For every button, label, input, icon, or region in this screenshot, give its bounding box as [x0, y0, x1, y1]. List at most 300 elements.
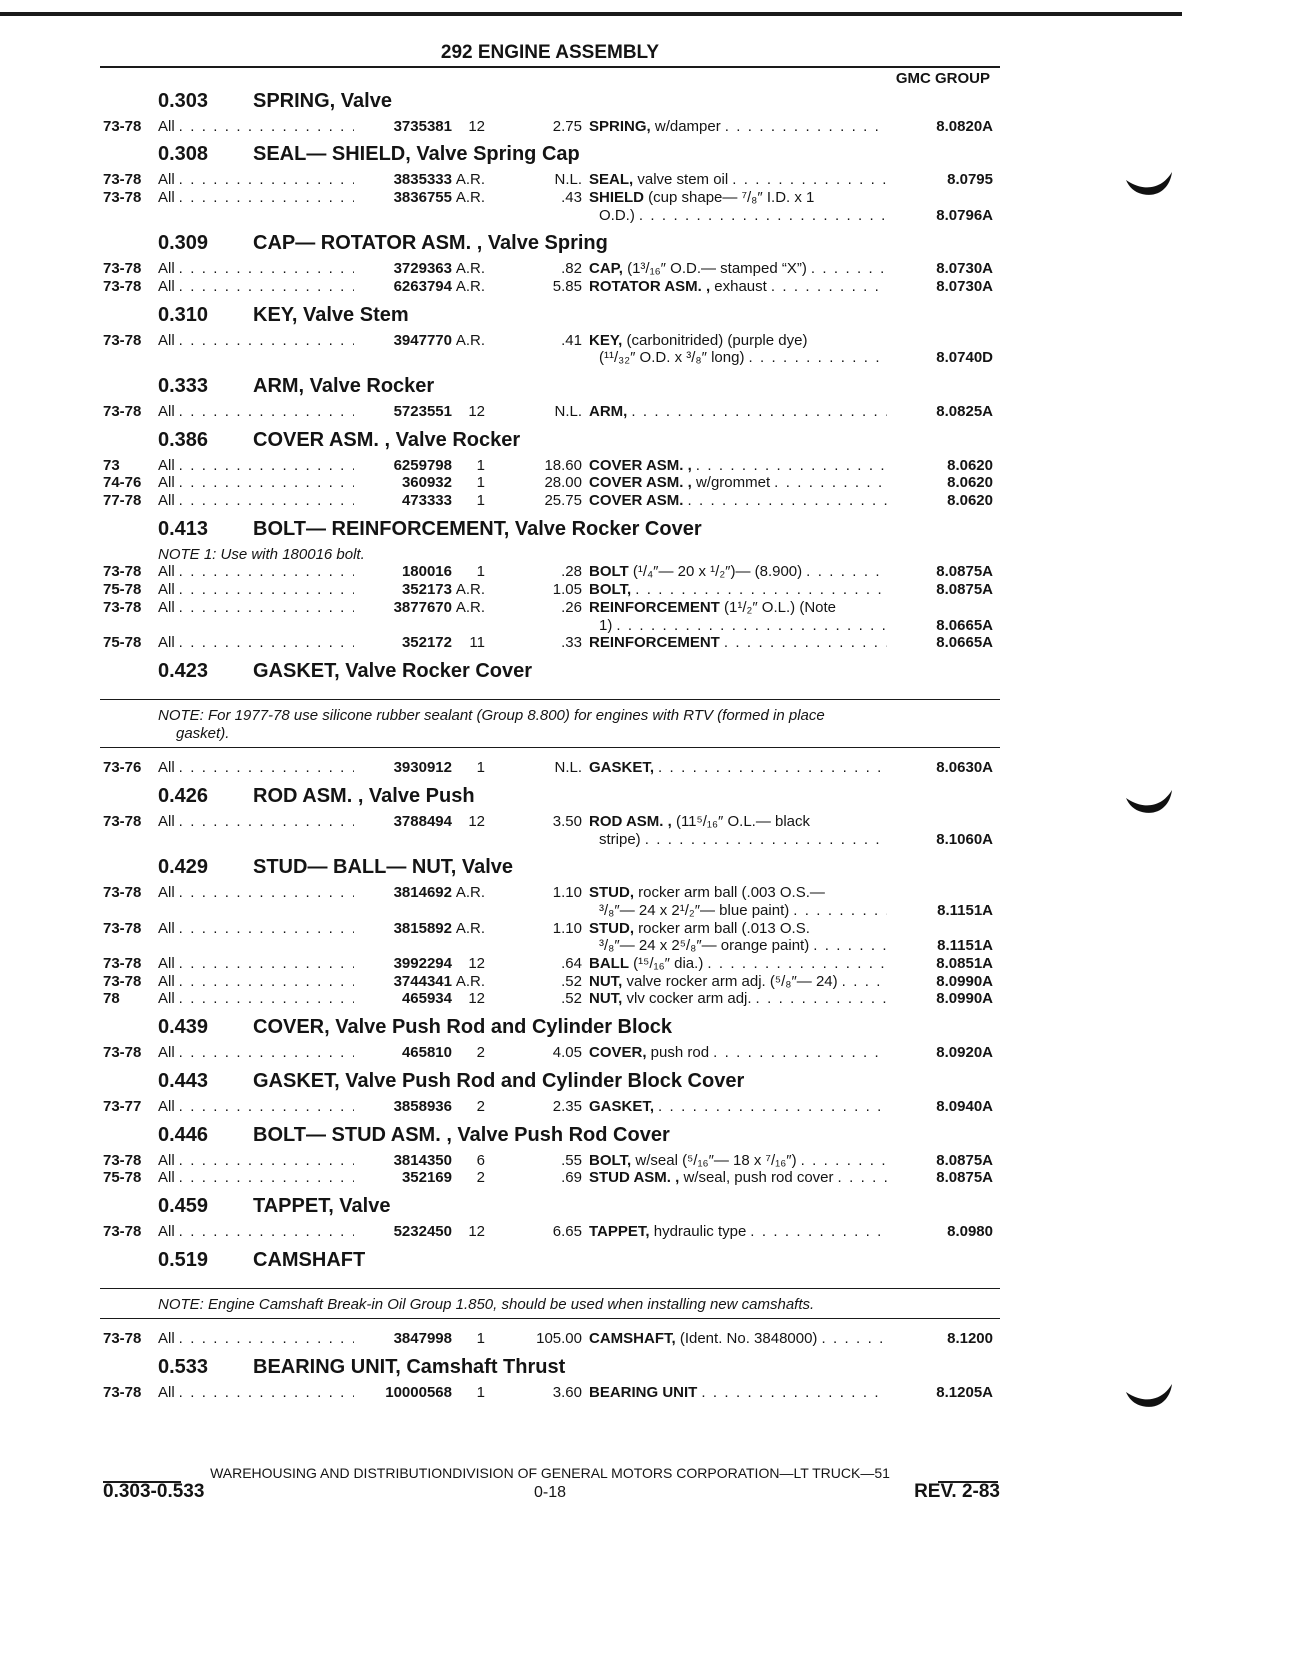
model-name: All: [158, 1222, 175, 1240]
price: N.L.: [554, 759, 582, 777]
section-title: BOLT— REINFORCEMENT, Valve Rocker Cover: [253, 517, 702, 540]
section-title: BEARING UNIT, Camshaft Thrust: [253, 1355, 566, 1378]
section-number: 0.429: [158, 856, 209, 879]
price: 1.10: [552, 919, 582, 937]
dot-leader: [175, 171, 354, 189]
dot-leader: [175, 1152, 354, 1170]
part-row-continuation: [100, 937, 1000, 955]
dot-leader: [746, 1223, 887, 1241]
model-year: 73: [103, 456, 120, 474]
dot-leader: [175, 581, 354, 599]
model-name: All: [158, 474, 175, 492]
empty-cell: [103, 349, 158, 367]
footer-range: 0.303-0.533: [103, 1481, 205, 1502]
group-number: 8.0665A: [936, 634, 993, 652]
empty-cell: [158, 617, 360, 635]
part-number: 5723551: [393, 403, 452, 420]
empty-cell: [103, 902, 158, 920]
quantity: 12: [468, 990, 485, 1008]
section-title: CAP— ROTATOR ASM. , Valve Spring: [253, 232, 608, 255]
dot-leader: [752, 990, 887, 1008]
quantity: A.R.: [455, 331, 485, 349]
group-number: 8.0665A: [936, 616, 993, 634]
price: 3.60: [552, 1383, 582, 1401]
price: .26: [561, 598, 582, 616]
part-number: 5232450: [393, 1222, 452, 1240]
quantity: 12: [468, 1222, 485, 1240]
part-name: CAP,: [589, 260, 623, 278]
group-number: 8.0795: [947, 171, 993, 189]
quantity: A.R.: [455, 171, 485, 189]
model-year: 73-76: [103, 759, 142, 777]
part-description: (¹/₄″— 20 x ¹/₂″)— (8.900): [628, 563, 803, 581]
model-name: All: [158, 331, 175, 349]
quantity: 1: [476, 1330, 485, 1348]
part-number: 6259798: [393, 456, 452, 474]
part-name: NUT,: [589, 990, 623, 1008]
boxed-note: [100, 699, 1000, 748]
description: [582, 902, 887, 920]
part-name: SPRING,: [589, 117, 651, 135]
part-description: exhaust: [710, 277, 767, 295]
part-row: [100, 457, 1000, 475]
part-row: [100, 1384, 1000, 1402]
dot-leader: [789, 902, 887, 920]
dot-leader: [654, 759, 887, 777]
group-number: 8.0920A: [936, 1044, 993, 1062]
section-number: 0.533: [158, 1355, 209, 1378]
part-description: w/seal, push rod cover: [679, 1169, 834, 1187]
part-description: (1¹/₂″ O.L.) (Note: [719, 598, 836, 616]
section-number: 0.443: [158, 1069, 209, 1092]
part-name: SEAL,: [589, 171, 634, 189]
part-description: valve stem oil: [633, 171, 729, 189]
part-number: 3836755: [393, 188, 452, 206]
empty-cell: [452, 902, 485, 920]
section-header: [100, 82, 1000, 118]
model-name: All: [158, 1330, 175, 1348]
part-description: (¹⁵/₁₆″ dia.): [629, 955, 704, 973]
part-description-continued: ³/₈″— 24 x 2¹/₂″— blue paint): [599, 902, 790, 919]
model-year: 73-78: [103, 563, 142, 581]
section-header: [100, 1348, 1000, 1384]
dot-leader: [654, 1098, 887, 1116]
model-name: All: [158, 581, 175, 599]
model-year: 78: [103, 990, 120, 1008]
part-row: [100, 759, 1000, 777]
description: [582, 920, 887, 938]
model-name: All: [158, 955, 175, 973]
empty-cell: [103, 937, 158, 955]
note-line: NOTE: Engine Camshaft Break-in Oil Group 1.850, should be used when installing new camshafts.: [158, 1295, 815, 1313]
section-title: STUD— BALL— NUT, Valve: [253, 856, 514, 879]
section-header: [100, 1187, 1000, 1223]
model-name: All: [158, 188, 175, 206]
model: [158, 118, 360, 136]
quantity: 2: [476, 1044, 485, 1062]
section-header: [100, 1062, 1000, 1098]
section-title: COVER ASM. , Valve Rocker: [253, 428, 521, 451]
group-number: [887, 813, 993, 831]
part-description: w/grommet: [691, 474, 771, 492]
section-header: [100, 296, 1000, 332]
dot-leader: [697, 1384, 887, 1402]
model-name: All: [158, 598, 175, 616]
dot-leader: [175, 1169, 354, 1187]
empty-cell: [158, 207, 360, 225]
group-number: 8.0875A: [936, 1169, 993, 1187]
quantity: A.R.: [455, 260, 485, 278]
part-row: [100, 403, 1000, 421]
description: [582, 759, 887, 777]
part-row: [100, 1223, 1000, 1241]
section-header: [100, 1241, 1000, 1277]
part-row: [100, 563, 1000, 581]
dot-leader: [175, 278, 354, 296]
dot-leader: [175, 1098, 354, 1116]
part-description: push rod: [646, 1044, 710, 1062]
model-name: All: [158, 1097, 175, 1115]
part-number: 352169: [401, 1169, 452, 1187]
section-header: [100, 848, 1000, 884]
section-number: 0.439: [158, 1016, 209, 1039]
section-header: [100, 652, 1000, 688]
section-number: 0.308: [158, 143, 209, 166]
dot-leader: [683, 492, 887, 510]
group-number: 8.0796A: [936, 206, 993, 224]
group-number: 8.0820A: [936, 117, 993, 135]
dot-leader: [809, 937, 887, 955]
dot-leader: [703, 955, 887, 973]
section-title: SPRING, Valve: [253, 89, 392, 112]
part-name: ROD ASM. ,: [589, 812, 672, 830]
group-number: 8.0875A: [936, 581, 993, 599]
part-row: [100, 332, 1000, 350]
group-number: 8.0990A: [936, 972, 993, 990]
part-name: REINFORCEMENT: [589, 598, 720, 616]
part-row-continuation: [100, 349, 1000, 367]
group-number: 8.0940A: [936, 1097, 993, 1115]
punch-hole-mark: [1120, 160, 1180, 200]
dot-leader: [817, 1330, 887, 1348]
part-name: STUD,: [589, 919, 634, 937]
part-name: STUD,: [589, 884, 634, 902]
model-year: 73-78: [103, 812, 142, 830]
dot-leader: [692, 457, 887, 475]
dot-leader: [175, 990, 354, 1008]
model-year: 73-78: [103, 331, 142, 349]
model-name: All: [158, 759, 175, 777]
part-name: KEY,: [589, 331, 623, 349]
part-row: [100, 118, 1000, 136]
dot-leader: [175, 260, 354, 278]
part-number: 3877670: [393, 598, 452, 616]
description: [582, 831, 887, 849]
description: [582, 1098, 887, 1116]
part-description: (cup shape— ⁷/₈″ I.D. x 1: [644, 188, 815, 206]
part-row-continuation: [100, 617, 1000, 635]
part-row: [100, 813, 1000, 831]
empty-cell: [360, 902, 452, 920]
empty-cell: [485, 207, 582, 225]
quantity: 12: [468, 117, 485, 135]
part-row-continuation: [100, 831, 1000, 849]
model: [158, 1152, 360, 1170]
model-year: 73-78: [103, 1383, 142, 1401]
title-rule: [100, 66, 1000, 68]
quantity: 6: [476, 1151, 485, 1169]
description: [582, 492, 887, 510]
part-description: rocker arm ball (.003 O.S.—: [634, 884, 825, 902]
part-name: BOLT: [589, 563, 629, 581]
description: [582, 1152, 887, 1170]
dot-leader: [641, 831, 887, 849]
model-year: 75-78: [103, 634, 142, 652]
empty-cell: [452, 937, 485, 955]
part-number: 3735381: [393, 117, 452, 135]
empty-cell: [485, 831, 582, 849]
section-header: [100, 224, 1000, 260]
model-name: All: [158, 1044, 175, 1062]
model: [158, 634, 360, 652]
description: [582, 599, 887, 617]
part-name: STUD ASM. ,: [589, 1169, 680, 1187]
dot-leader: [770, 474, 887, 492]
group-number: 8.0990A: [936, 990, 993, 1008]
quantity: 1: [476, 492, 485, 510]
description: [582, 171, 887, 189]
section-number: 0.423: [158, 659, 209, 682]
description: [582, 617, 887, 635]
part-number: 180016: [401, 563, 452, 581]
part-description: (Ident. No. 3848000): [675, 1330, 818, 1348]
model: [158, 492, 360, 510]
dot-leader: [175, 1330, 354, 1348]
price: .41: [561, 331, 582, 349]
price: .52: [561, 972, 582, 990]
model: [158, 457, 360, 475]
quantity: A.R.: [455, 919, 485, 937]
description: [582, 955, 887, 973]
group-number: [887, 920, 993, 938]
dot-leader: [175, 599, 354, 617]
empty-cell: [158, 831, 360, 849]
model: [158, 332, 360, 350]
model-year: 73-78: [103, 260, 142, 278]
description: [582, 118, 887, 136]
price: 105.00: [536, 1330, 582, 1348]
part-name: COVER ASM. ,: [589, 456, 692, 474]
group-number: 8.1060A: [936, 830, 993, 848]
part-name: TAPPET,: [589, 1222, 650, 1240]
part-number: 465934: [401, 990, 452, 1008]
dot-leader: [627, 403, 887, 421]
empty-cell: [360, 831, 452, 849]
part-row: [100, 581, 1000, 599]
description: [582, 581, 887, 599]
dot-leader: [175, 884, 354, 902]
punch-hole-mark: [1120, 1372, 1180, 1412]
part-description-continued: (¹¹/₃₂″ O.D. x ³/₈″ long): [599, 349, 745, 367]
dot-leader: [175, 920, 354, 938]
section-note: NOTE 1: Use with 180016 bolt.: [158, 545, 365, 563]
dot-leader: [175, 1384, 354, 1402]
part-description-continued: O.D.): [599, 206, 635, 224]
part-number: 352173: [401, 581, 452, 599]
dot-leader: [175, 955, 354, 973]
empty-cell: [485, 902, 582, 920]
part-description: vlv cocker arm adj.: [622, 990, 752, 1008]
section-title: ROD ASM. , Valve Push: [253, 784, 475, 807]
model-year: 73-78: [103, 972, 142, 990]
price: .52: [561, 990, 582, 1008]
section-title: TAPPET, Valve: [253, 1194, 391, 1217]
description: [582, 189, 887, 207]
part-row: [100, 884, 1000, 902]
group-number: 8.0620: [947, 474, 993, 492]
model: [158, 759, 360, 777]
price: .28: [561, 563, 582, 581]
section-title: SEAL— SHIELD, Valve Spring Cap: [253, 143, 580, 166]
top-rule: [0, 12, 1182, 16]
group-number: 8.1151A: [937, 902, 993, 919]
empty-cell: [360, 207, 452, 225]
description: [582, 207, 887, 225]
description: [582, 1044, 887, 1062]
group-column-label: GMC GROUP: [895, 70, 990, 87]
part-row: [100, 278, 1000, 296]
description: [582, 937, 887, 955]
part-name: COVER,: [589, 1044, 647, 1062]
group-number: [887, 599, 993, 617]
section-header: [100, 421, 1000, 457]
group-number: 8.0875A: [936, 563, 993, 581]
empty-cell: [360, 937, 452, 955]
model-year: 73-78: [103, 277, 142, 295]
model-year: 73-78: [103, 884, 142, 902]
empty-cell: [158, 349, 360, 367]
section-title: BOLT— STUD ASM. , Valve Push Rod Cover: [253, 1123, 670, 1146]
part-row: [100, 1169, 1000, 1187]
section-number: 0.413: [158, 517, 209, 540]
section-title: ARM, Valve Rocker: [253, 375, 435, 397]
model: [158, 813, 360, 831]
part-name: GASKET,: [589, 759, 655, 777]
dot-leader: [175, 813, 354, 831]
description: [582, 403, 887, 421]
part-number: 10000568: [385, 1383, 452, 1401]
model-name: All: [158, 884, 175, 902]
section-number: 0.446: [158, 1123, 209, 1146]
description: [582, 813, 887, 831]
empty-cell: [158, 902, 360, 920]
part-description-continued: stripe): [599, 830, 641, 848]
price: .64: [561, 955, 582, 973]
price: 28.00: [544, 474, 582, 492]
description: [582, 1169, 887, 1187]
part-row: [100, 474, 1000, 492]
group-number: [887, 884, 993, 902]
price: N.L.: [554, 171, 582, 189]
part-description: w/damper: [650, 117, 721, 135]
part-number: 3814692: [393, 884, 452, 902]
price: N.L.: [554, 403, 582, 420]
part-description: (11⁵/₁₆″ O.L.— black: [671, 812, 811, 830]
dot-leader: [175, 332, 354, 350]
part-number: 3815892: [393, 919, 452, 937]
dot-leader: [728, 171, 887, 189]
model: [158, 1223, 360, 1241]
price: 6.65: [552, 1222, 582, 1240]
part-number: 3835333: [393, 171, 452, 189]
quantity: 1: [476, 759, 485, 777]
model: [158, 1384, 360, 1402]
model: [158, 973, 360, 991]
group-number: 8.0730A: [936, 260, 993, 278]
model-name: All: [158, 171, 175, 189]
part-row: [100, 171, 1000, 189]
part-description: w/seal (⁵/₁₆″— 18 x ⁷/₁₆″): [631, 1151, 797, 1169]
footer-publisher: WAREHOUSING AND DISTRIBUTIONDIVISION OF GENERAL MOTORS CORPORATION—LT TRUCK—51: [210, 1465, 890, 1481]
model-name: All: [158, 1169, 175, 1187]
model-year: 73-78: [103, 955, 142, 973]
part-description-continued: 1): [599, 616, 613, 634]
dot-leader: [720, 634, 887, 652]
dot-leader: [802, 563, 887, 581]
empty-cell: [103, 207, 158, 225]
part-number: 3847998: [393, 1330, 452, 1348]
part-number: 3947770: [393, 331, 452, 349]
part-description: hydraulic type: [649, 1222, 747, 1240]
model-name: All: [158, 403, 175, 420]
part-name: ARM,: [589, 403, 628, 420]
model-year: 73-78: [103, 1151, 142, 1169]
quantity: 1: [476, 474, 485, 492]
part-number: 6263794: [393, 277, 452, 295]
part-row-continuation: [100, 902, 1000, 920]
part-row: [100, 920, 1000, 938]
part-number: 3858936: [393, 1097, 452, 1115]
part-name: NUT,: [589, 972, 623, 990]
model-name: All: [158, 563, 175, 581]
group-number: 8.0851A: [936, 955, 993, 973]
part-row: [100, 634, 1000, 652]
section-title: GASKET, Valve Push Rod and Cylinder Block Cover: [253, 1069, 745, 1092]
section-header: [100, 510, 1000, 546]
page-title: 292 ENGINE ASSEMBLY: [440, 42, 660, 63]
dot-leader: [175, 474, 354, 492]
price: .55: [561, 1151, 582, 1169]
group-number: 8.0620: [947, 492, 993, 510]
part-number: 352172: [401, 634, 452, 652]
section-number: 0.426: [158, 784, 209, 807]
empty-cell: [103, 617, 158, 635]
part-number: 465810: [401, 1044, 452, 1062]
model: [158, 920, 360, 938]
group-number: [887, 332, 993, 350]
dot-leader: [175, 1223, 354, 1241]
description: [582, 1330, 887, 1348]
dot-leader: [175, 973, 354, 991]
part-number: 3729363: [393, 260, 452, 278]
group-number: 8.0740D: [936, 349, 993, 367]
part-row: [100, 973, 1000, 991]
part-name: COVER ASM.: [589, 492, 684, 510]
model-name: All: [158, 456, 175, 474]
part-description: (carbonitrided) (purple dye): [622, 331, 808, 349]
model-name: All: [158, 1383, 175, 1401]
part-name: REINFORCEMENT: [589, 634, 720, 652]
